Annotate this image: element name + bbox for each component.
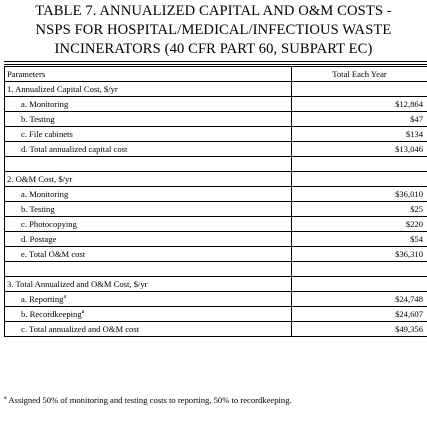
row-value: $49,356 (292, 322, 427, 337)
row-label: b. Testing (5, 112, 292, 127)
row-label: d. Total annualized capital cost (5, 142, 292, 157)
section-heading-row (5, 172, 427, 187)
row-label: d. Postage (5, 232, 292, 247)
empty-cell (5, 262, 292, 277)
table-top-rule (4, 61, 427, 62)
row-value: $24,748 (292, 292, 427, 307)
table-row (5, 247, 427, 262)
row-value: $134 (292, 127, 427, 142)
section-heading-row (5, 277, 427, 292)
row-value: $36,010 (292, 187, 427, 202)
row-label-text: a. Reporting (21, 294, 64, 304)
spacer-row (5, 262, 427, 277)
section-1-heading: 1. Annualized Capital Cost, $/yr (5, 82, 292, 97)
row-label: c. File cabinets (5, 127, 292, 142)
row-value: $47 (292, 112, 427, 127)
title-line-3: INCINERATORS (40 CFR PART 60, SUBPART EC) (54, 41, 373, 57)
table-row (5, 142, 427, 157)
table-row (5, 232, 427, 247)
section-2-heading: 2. O&M Cost, $/yr (5, 172, 292, 187)
footnote-text: Assigned 50% of monitoring and testing costs to reporting, 50% to recordkeeping. (6, 395, 292, 405)
row-label: a. Monitoring (5, 187, 292, 202)
row-value: $54 (292, 232, 427, 247)
row-label: b. Testing (5, 202, 292, 217)
header-total-each-year: Total Each Year (292, 67, 427, 82)
row-label (5, 292, 292, 307)
row-label (5, 307, 292, 322)
empty-cell (292, 277, 427, 292)
row-value: $12,864 (292, 97, 427, 112)
footnote (4, 394, 304, 407)
footnote-marker: a (63, 294, 67, 301)
row-label-text: b. Recordkeeping (21, 309, 82, 319)
section-heading-row (5, 82, 427, 97)
table-row (5, 127, 427, 142)
table-row (5, 307, 427, 322)
table-row (5, 202, 427, 217)
empty-cell (292, 172, 427, 187)
row-value: $13,046 (292, 142, 427, 157)
table-title (0, 2, 427, 59)
row-label: a. Monitoring (5, 97, 292, 112)
footnote-marker: a (81, 309, 85, 316)
table-row (5, 292, 427, 307)
table-top-rule-inner (4, 64, 427, 65)
row-label: e. Total O&M cost (5, 247, 292, 262)
title-line-2: NSPS FOR HOSPITAL/MEDICAL/INFECTIOUS WASTE (35, 22, 392, 38)
row-label: c. Total annualized and O&M cost (5, 322, 292, 337)
row-value: $36,310 (292, 247, 427, 262)
header-parameters: Parameters (5, 67, 292, 82)
spacer-row (5, 157, 427, 172)
table-row (5, 112, 427, 127)
footnote-marker: a (4, 395, 7, 402)
title-line-1: TABLE 7. ANNUALIZED CAPITAL AND O&M COSTS - (35, 3, 392, 19)
cost-table (4, 66, 427, 337)
empty-cell (5, 157, 292, 172)
table-row (5, 97, 427, 112)
row-label: c. Photocopying (5, 217, 292, 232)
table-header-row (5, 67, 427, 82)
row-value: $25 (292, 202, 427, 217)
section-3-heading: 3. Total Annualized and O&M Cost, $/yr (5, 277, 292, 292)
empty-cell (292, 82, 427, 97)
empty-cell (292, 157, 427, 172)
table-row (5, 217, 427, 232)
row-value: $220 (292, 217, 427, 232)
row-value: $24,607 (292, 307, 427, 322)
table-row (5, 322, 427, 337)
table-row (5, 187, 427, 202)
empty-cell (292, 262, 427, 277)
